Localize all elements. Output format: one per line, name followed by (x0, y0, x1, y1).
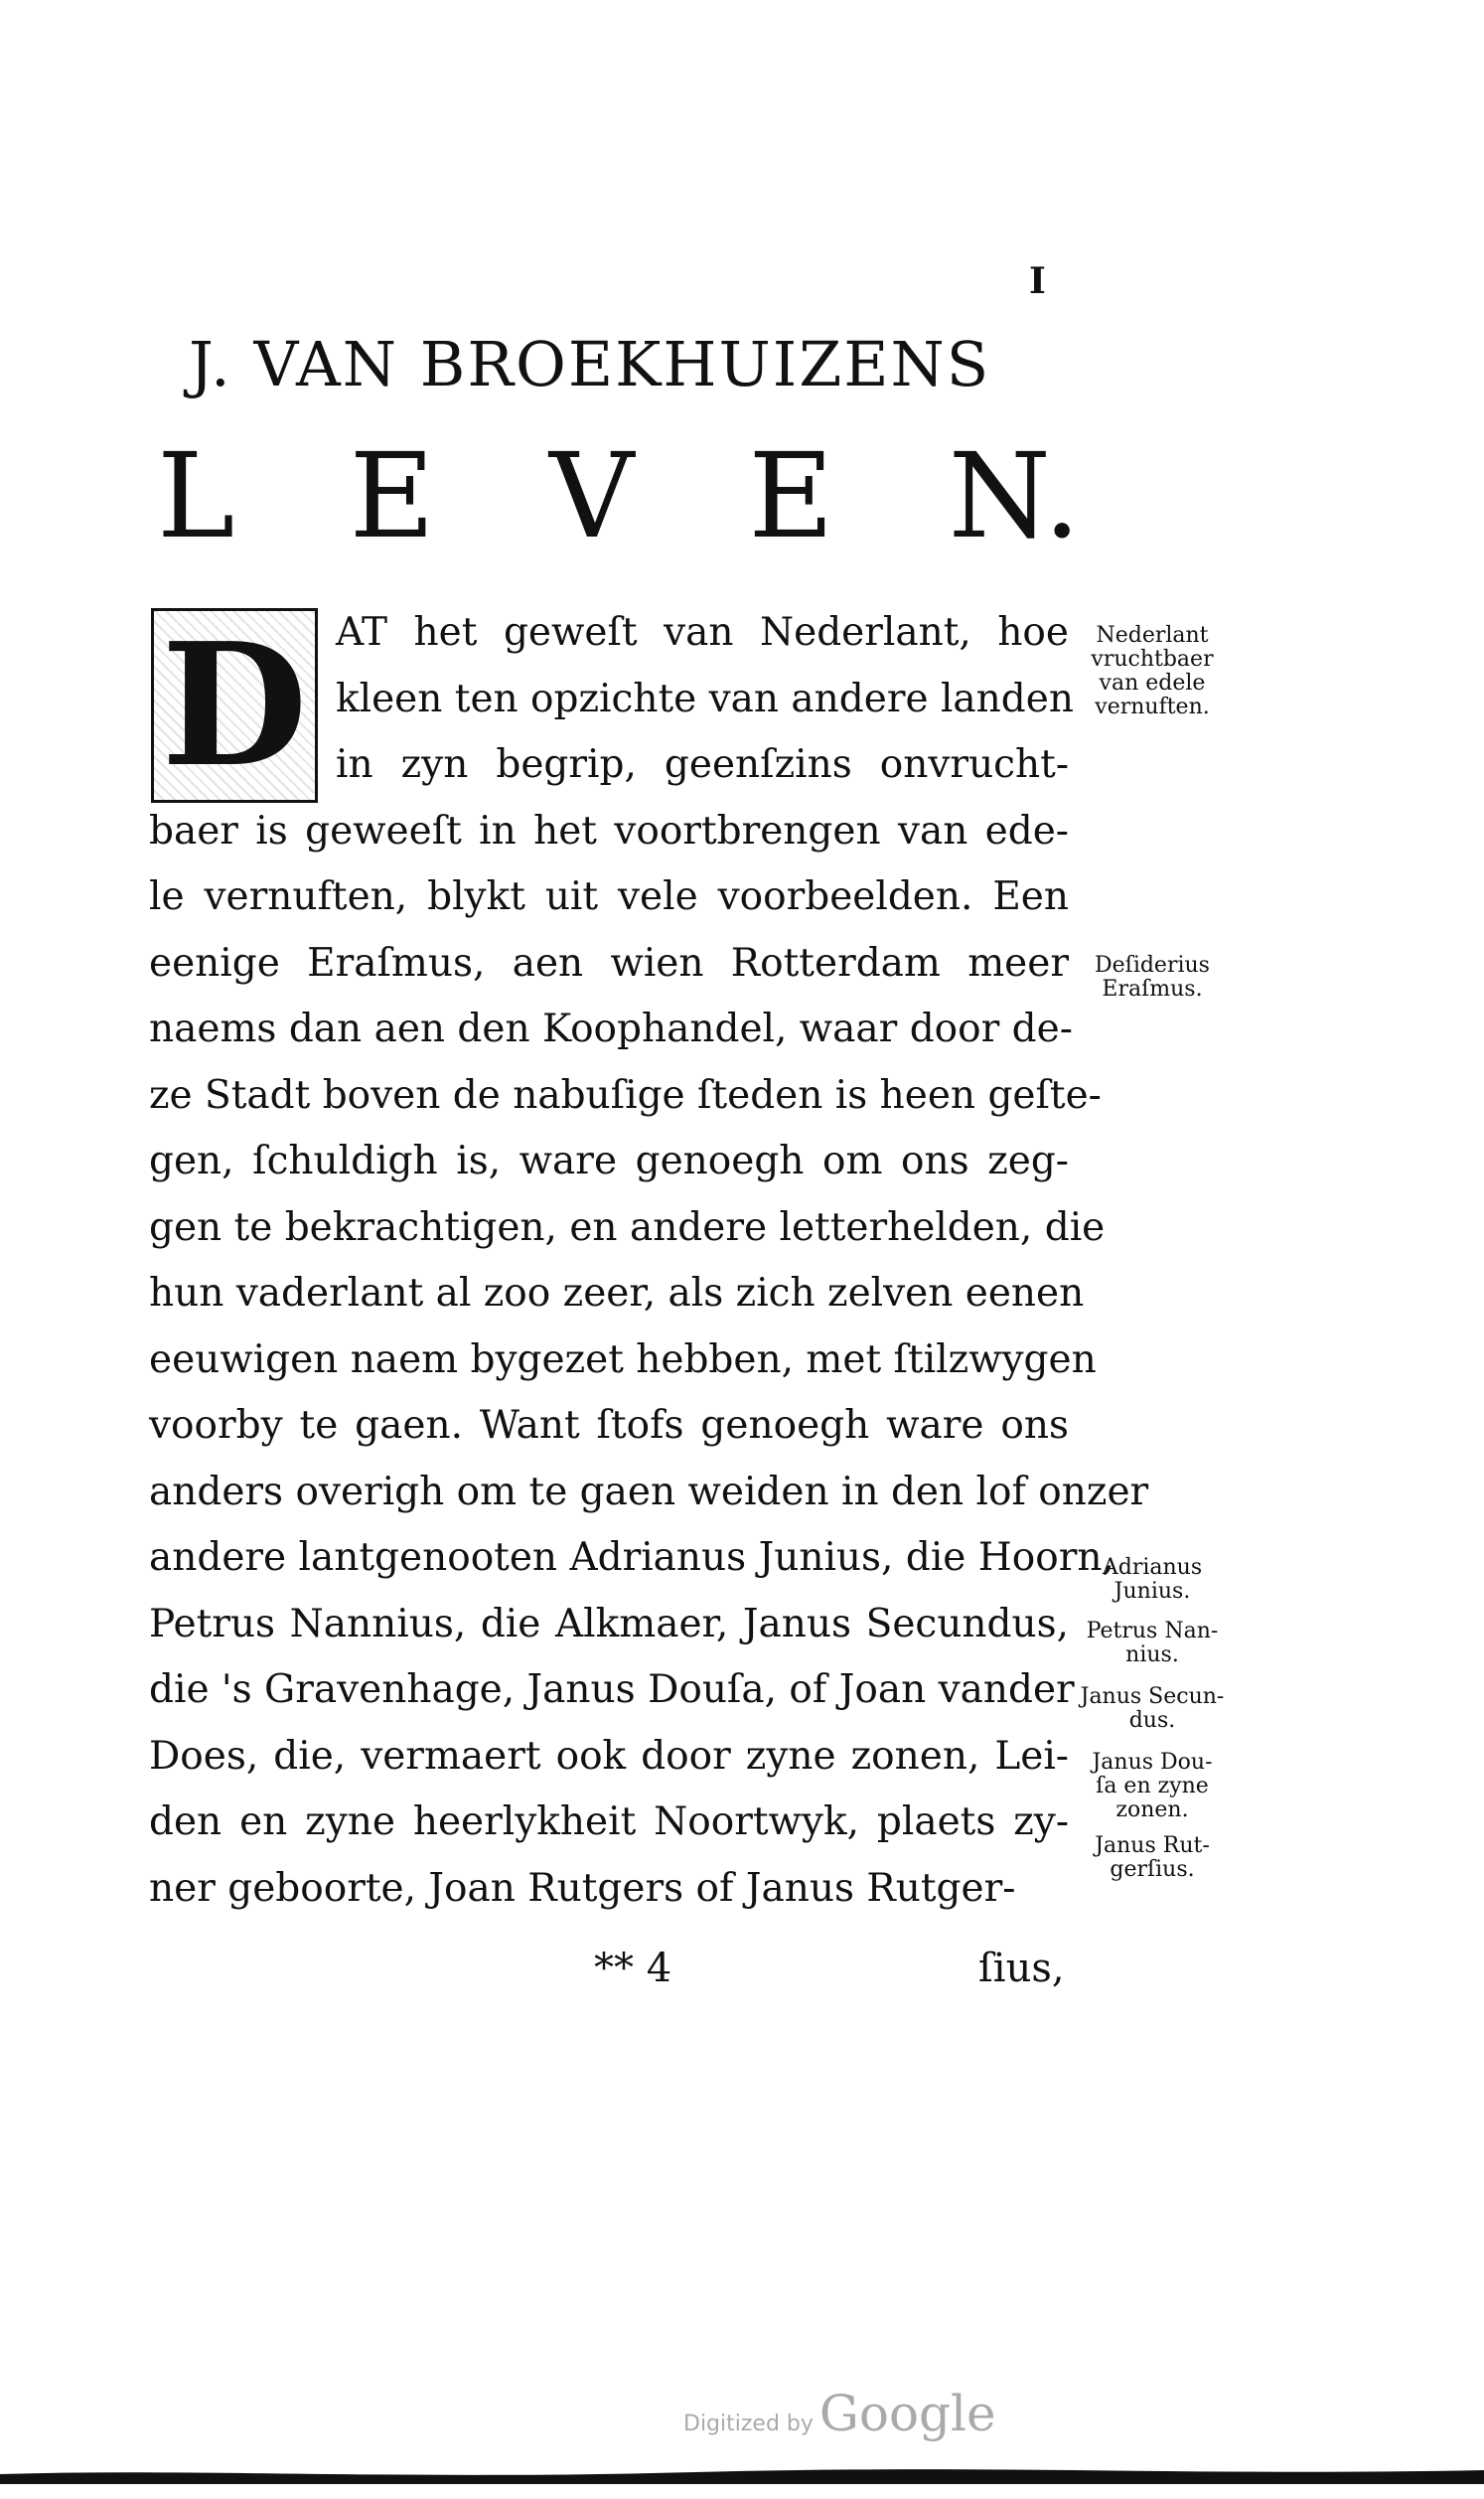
heading-letter: E (748, 427, 834, 564)
text-line: andere lantgenooten Adrianus Junius, die Hoorn, (149, 1535, 1114, 1580)
margin-note: Janus Secun- dus. (1080, 1684, 1225, 1733)
text-line: kleen ten opzichte van andere landen (336, 676, 1074, 721)
text-line: baer is geweeſt in het voortbrengen van ede- (149, 808, 1069, 854)
margin-note: Janus Rut- gerſius. (1095, 1833, 1210, 1882)
text-line: ner geboorte, Joan Rutgers of Janus Rutger- (149, 1865, 1016, 1911)
text-line: gen te bekrachtigen, en andere letterhelden, die (149, 1204, 1106, 1250)
text-line: die 's Gravenhage, Janus Douſa, of Joan vander (149, 1667, 1075, 1712)
signature-mark: ** 4 (594, 1946, 672, 1991)
google-logo: Google (818, 2385, 996, 2442)
margin-note: Deſiderius Eraſmus. (1095, 953, 1210, 1002)
margin-note: Petrus Nan- nius. (1086, 1619, 1219, 1667)
text-line: Petrus Nannius, die Alkmaer, Janus Secundus, (149, 1601, 1069, 1646)
page-title: J. VAN BROEKHUIZENS (189, 328, 991, 400)
heading-letter: E (349, 427, 435, 564)
text-line: anders overigh om te gaen weiden in den lof onzer (149, 1469, 1149, 1514)
digitized-label: Digitized by (683, 2412, 814, 2436)
text-line: in zyn begrip, geenſzins onvrucht- (336, 742, 1069, 787)
text-line: eenige Eraſmus, aen wien Rotterdam meer (149, 940, 1069, 986)
heading-letter: N. (948, 427, 1081, 564)
text-line: le vernuften, blykt uit vele voorbeelden. Een (149, 874, 1069, 919)
heading-letter: V (548, 427, 635, 564)
page-edge-shadow (0, 2462, 1484, 2484)
text-line: ze Stadt boven de nabuſige ſteden is heen geſte- (149, 1072, 1102, 1118)
text-line: Does, die, vermaert ook door zyne zonen, Lei- (149, 1733, 1069, 1779)
text-line: hun vaderlant al zoo zeer, als zich zelven eenen (149, 1271, 1085, 1316)
body-text (149, 600, 1149, 1922)
text-line: eeuwigen naem bygezet hebben, met ſtilzwygen (149, 1336, 1097, 1382)
heading-letter: L (157, 427, 235, 564)
decorated-initial: D (151, 608, 318, 803)
margin-note: Janus Dou- ſa en zyne zonen. (1092, 1750, 1213, 1822)
heading-leven (157, 427, 1081, 564)
text-line: voorby te gaen. Want ſtofs genoegh ware ons (149, 1403, 1069, 1448)
margin-note: Nederlant vruchtbaer van edele vernuften. (1091, 623, 1214, 719)
margin-note: Adrianus Junius. (1102, 1555, 1203, 1604)
text-line: gen, ſchuldigh is, ware genoegh om ons zeg- (149, 1139, 1069, 1183)
text-line: AT het geweſt van Nederlant, hoe (336, 610, 1069, 655)
text-line: den en zyne heerlykheit Noortwyk, plaets zy- (149, 1799, 1069, 1844)
catchword: ſius, (978, 1946, 1065, 1991)
page-number: I (1029, 260, 1046, 302)
digitized-watermark (683, 2385, 996, 2442)
text-line: naems dan aen den Koophandel, waar door de- (149, 1007, 1073, 1051)
